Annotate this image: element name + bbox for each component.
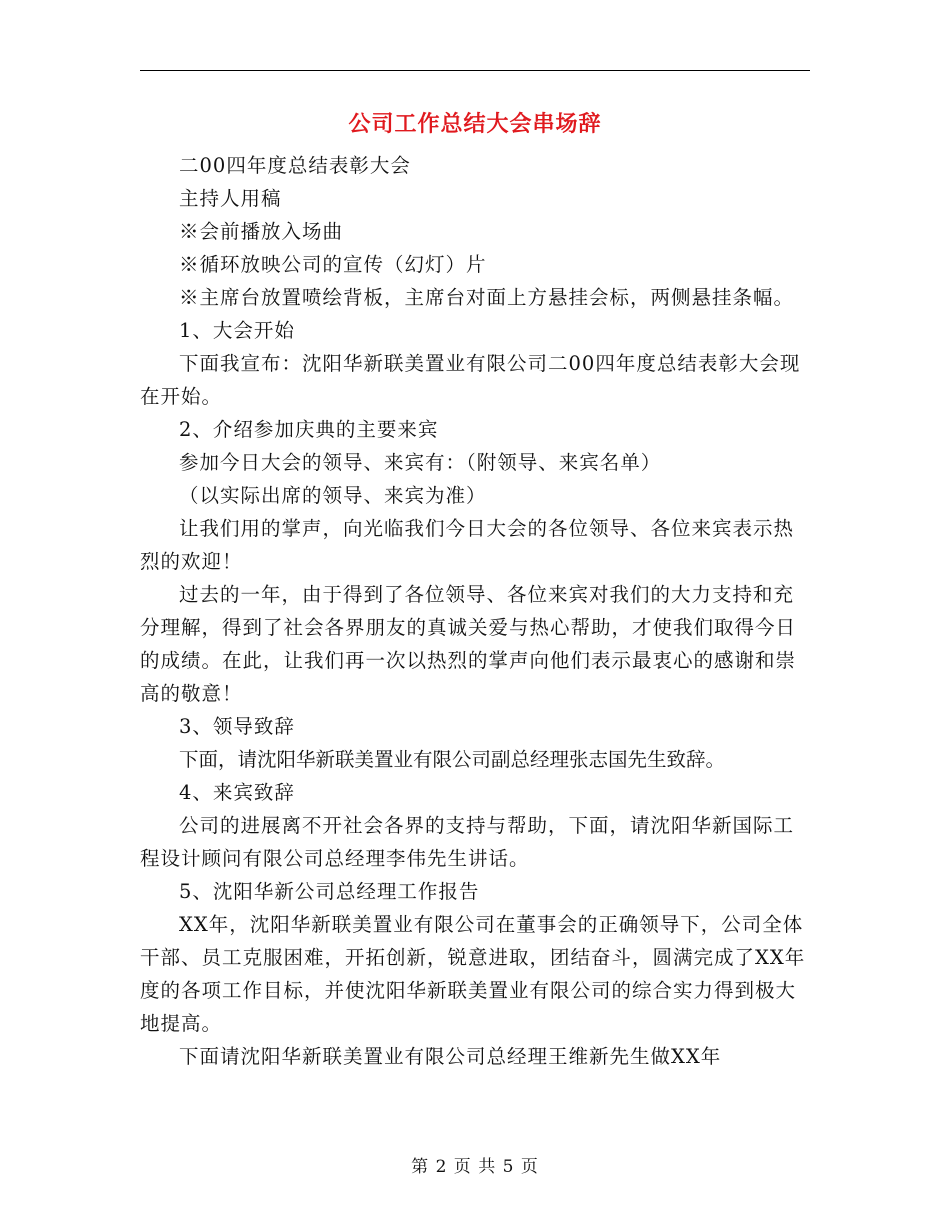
- paragraph-meeting-name: 二00四年度总结表彰大会: [179, 154, 411, 177]
- header-rule: [140, 70, 810, 71]
- paragraph-report-intro: 下面请沈阳华新联美置业有限公司总经理王维新先生做XX年: [179, 1045, 722, 1068]
- paragraph-stage-setup: ※主席台放置喷绘背板，主席台对面上方悬挂会标，两侧悬挂条幅。: [179, 286, 795, 309]
- section-heading-work-report: 5、沈阳华新公司总经理工作报告: [179, 880, 480, 903]
- section-heading-guest-speech: 4、来宾致辞: [179, 781, 295, 804]
- paragraph-welcome: 让我们用的掌声，向光临我们今日大会的各位领导、各位来宾表示热烈的欢迎！: [140, 517, 795, 573]
- paragraph-opening-announcement: 下面我宣布：沈阳华新联美置业有限公司二00四年度总结表彰大会现在开始。: [140, 352, 801, 408]
- paragraph-guest-speech: 公司的进展离不开社会各界的支持与帮助，下面，请沈阳华新国际工程设计顾问有限公司总经理李伟先生讲话。: [140, 814, 795, 870]
- paragraph-entrance-music: ※会前播放入场曲: [179, 220, 344, 243]
- paragraph-guest-note: （以实际出席的领导、来宾为准）: [179, 484, 487, 507]
- section-heading-leader-speech: 3、领导致辞: [179, 715, 295, 738]
- paragraph-leader-speech: 下面，请沈阳华新联美置业有限公司副总经理张志国先生致辞。: [179, 748, 726, 771]
- paragraph-guest-list: 参加今日大会的领导、来宾有：（附领导、来宾名单）: [179, 451, 662, 474]
- document-body: [140, 149, 810, 1073]
- paragraph-host-script: 主持人用稿: [179, 187, 282, 210]
- document-title: 公司工作总结大会串场辞: [348, 112, 602, 137]
- paragraph-thanks: 过去的一年，由于得到了各位领导、各位来宾对我们的大力支持和充分理解，得到了社会各界朋友的真诚关爱与热心帮助，才使我们取得今日的成绩。在此，让我们再一次以热烈的掌声向他们表示最衷心的感谢和崇高的敬意！: [140, 583, 797, 705]
- paragraph-work-report: XX年，沈阳华新联美置业有限公司在董事会的正确领导下，公司全体干部、员工克服困难，开拓创新，锐意进取，团结奋斗，圆满完成了XX年度的各项工作目标，并使沈阳华新联美置业有限公司的综合实力得到极大地提高。: [140, 913, 806, 1035]
- page-number: 第 2 页 共 5 页: [411, 1157, 539, 1177]
- section-heading-guests: 2、介绍参加庆典的主要来宾: [179, 418, 439, 441]
- section-heading-opening: 1、大会开始: [179, 319, 295, 342]
- paragraph-slideshow: ※循环放映公司的宣传（幻灯）片: [179, 253, 487, 276]
